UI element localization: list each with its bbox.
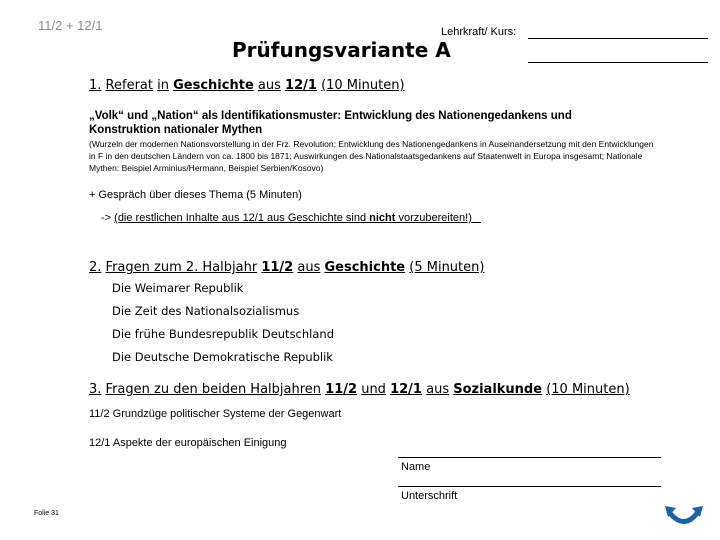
section-2-aus: aus [297,260,321,275]
section-3-heading [89,382,630,397]
section-3-item-1: 11/2 Grundzüge politischer Systeme der Gegenwart [89,408,342,420]
name-label: Name [401,461,431,473]
list-item: Die Deutsche Demokratische Republik [112,350,333,364]
section-1-aus: aus [257,78,281,93]
section-3-duration: (10 Minuten) [546,382,630,397]
section-3-label: Fragen zu den beiden Halbjahren [105,382,322,397]
section-1-hint [101,212,481,224]
section-1-duration: (10 Minuten) [321,78,405,93]
section-3-term-a: 11/2 [325,382,358,397]
teacher-course-label: Lehrkraft/ Kurs: [441,26,517,38]
section-2-number: 2. [89,260,102,275]
section-1-number: 1. [89,78,102,93]
section-3-item-2: 12/1 Aspekte der europäischen Einigung [89,437,287,449]
list-item: Die Zeit des Nationalsozialismus [112,304,300,318]
section-3-term-b: 12/1 [390,382,422,397]
hint-text [114,212,481,224]
section-2-subject: Geschichte [324,260,406,275]
section-3-und: und [361,382,386,397]
section-1-topic: „Volk“ und „Nation“ als Identifikationsmuster: Entwicklung des Nationengedankens und Konstruktion nationaler Mythen [89,110,572,136]
section-1-in: in [157,78,169,93]
page-title: Prüfungsvariante A [232,38,451,62]
hint-arrow: -> [101,212,112,224]
list-item: Die Weimarer Republik [112,281,244,295]
signature-line [398,486,661,487]
teacher-course-line-2 [528,62,708,63]
hint-text-a: (die restlichen Inhalte aus 12/1 aus Geschichte sind [114,212,367,224]
section-1-description: (Wurzeln der modernen Nationsvorstellung in der Frz. Revolution; Entwicklung des Nationengedankens in Auseinandersetzung mit den Entwicklungen in F in den deutschen Ländern von ca. 1800 bis 1871; Auswirkungen des Nationalstaatsgedankens auf Staatenwelt in Europa insgesamt; Nationale Mythen: Beispiel Arminius/Hermann, Beispiel Serbien/Kosovo) [89,139,654,173]
section-2-heading [89,260,484,275]
section-1-heading [89,78,405,93]
section-3-number: 3. [89,382,102,397]
section-1-discussion: + Gespräch über dieses Thema (5 Minuten) [89,189,302,201]
course-reference: 11/2 + 12/1 [38,18,103,33]
signature-label: Unterschrift [401,490,458,502]
section-1-label: Referat [105,78,153,93]
section-2-duration: (5 Minuten) [409,260,485,275]
hint-text-emphasis: nicht [369,212,396,224]
back-arrow-curve [669,512,698,522]
teacher-course-line-1 [528,38,708,39]
name-line [398,457,661,458]
list-item: Die frühe Bundesrepublik Deutschland [112,327,335,341]
section-2-label: Fragen zum 2. Halbjahr [105,260,258,275]
section-1-term: 12/1 [285,78,317,93]
section-2-term: 11/2 [261,260,294,275]
section-1-subject: Geschichte [173,78,254,93]
section-2-topic-list [112,280,334,372]
hint-text-c: vorzubereiten!) [398,212,472,224]
section-3-aus: aus [426,382,450,397]
back-arrow-icon[interactable] [664,503,704,529]
slide-number: Folie 31 [34,510,59,517]
section-3-subject: Sozialkunde [453,382,543,397]
